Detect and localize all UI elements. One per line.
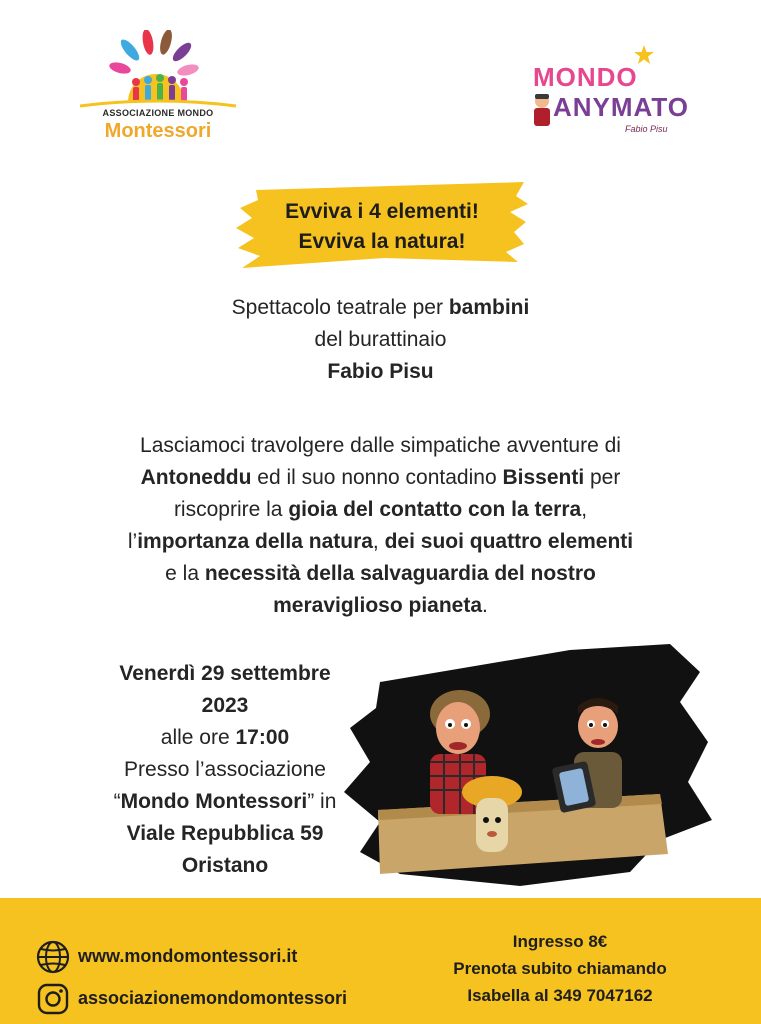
time-value: 17:00	[235, 726, 290, 749]
globe-icon	[36, 940, 70, 974]
sun-children-icon	[78, 30, 238, 112]
price-text: Ingresso 8€	[512, 932, 608, 951]
logo-right-signature: Fabio Pisu	[625, 124, 668, 134]
description-line2	[0, 462, 761, 494]
yellow-brush-stroke	[234, 178, 530, 270]
headline-line2: Evviva la natura!	[298, 230, 466, 253]
description-text: per	[584, 466, 621, 489]
headline-banner	[234, 178, 530, 270]
character-antoneddu: Antoneddu	[140, 466, 252, 489]
description-highlight: necessità della salvaguardia del nostro	[204, 562, 596, 585]
website-link[interactable]: www.mondomontessori.it	[78, 946, 298, 966]
logo-left-wordmark: Montessori	[104, 120, 212, 142]
logo-left-line2	[78, 120, 238, 143]
description-line3	[0, 494, 761, 526]
logo-mondo-montessori	[78, 30, 238, 148]
headline-line1: Evviva i 4 elementi!	[285, 200, 479, 223]
logo-left-line1: ASSOCIAZIONE MONDO	[102, 108, 214, 118]
event-venue-line1: Presso l’associazione	[124, 758, 326, 781]
description-text: ,	[581, 498, 588, 521]
logo-right-word2: ANYMATO	[553, 92, 690, 122]
show-type-text: Spettacolo teatrale per	[231, 296, 449, 319]
description-highlight: dei suoi quattro elementi	[384, 530, 634, 553]
description-line1: Lasciamoci travolgere dalle simpatiche avventure di	[140, 434, 621, 457]
puppet-mini-icon	[531, 92, 553, 128]
booking-line1: Prenota subito chiamando	[453, 959, 667, 978]
instagram-icon	[36, 982, 70, 1016]
description-text: e la	[165, 562, 205, 585]
description-text: ,	[372, 530, 385, 553]
venue-name: Mondo Montessori	[120, 790, 308, 813]
character-bissenti: Bissenti	[502, 466, 585, 489]
audience-text: bambini	[448, 296, 530, 319]
description-text: l’	[127, 530, 138, 553]
logo-right-line1	[533, 62, 638, 93]
quote-open: “	[113, 790, 121, 813]
instagram-link[interactable]: associazionemondomontessori	[78, 988, 348, 1008]
logo-mondo-animato	[525, 44, 690, 144]
description-highlight: importanza della natura	[137, 530, 373, 553]
description-text: .	[482, 594, 488, 617]
description-highlight: gioia del contatto con la terra	[288, 498, 582, 521]
time-prefix: alle ore	[160, 726, 236, 749]
show-info-line2: del burattinaio	[314, 328, 447, 351]
logo-right-word1: MONDO	[533, 62, 638, 92]
booking-phone: Isabella al 349 7047162	[467, 986, 653, 1005]
description-highlight: meraviglioso pianeta	[273, 594, 483, 617]
event-date-line1: Venerdì 29 settembre	[119, 662, 331, 685]
puppeteer-name: Fabio Pisu	[327, 360, 434, 383]
logo-right-line2	[553, 92, 689, 123]
description-line5	[0, 558, 761, 590]
show-info-line1	[0, 292, 761, 324]
description-text: riscoprire la	[173, 498, 289, 521]
description-text: ed il suo nonno contadino	[251, 466, 503, 489]
quote-close: ” in	[307, 790, 337, 813]
description-line4	[0, 526, 761, 558]
event-date-line2: 2023	[201, 694, 249, 717]
footer-bar	[0, 898, 761, 1024]
event-address: Viale Repubblica 59	[126, 822, 324, 845]
event-city: Oristano	[181, 854, 269, 877]
description-line6	[0, 590, 761, 622]
puppet-show-photo	[340, 642, 712, 890]
